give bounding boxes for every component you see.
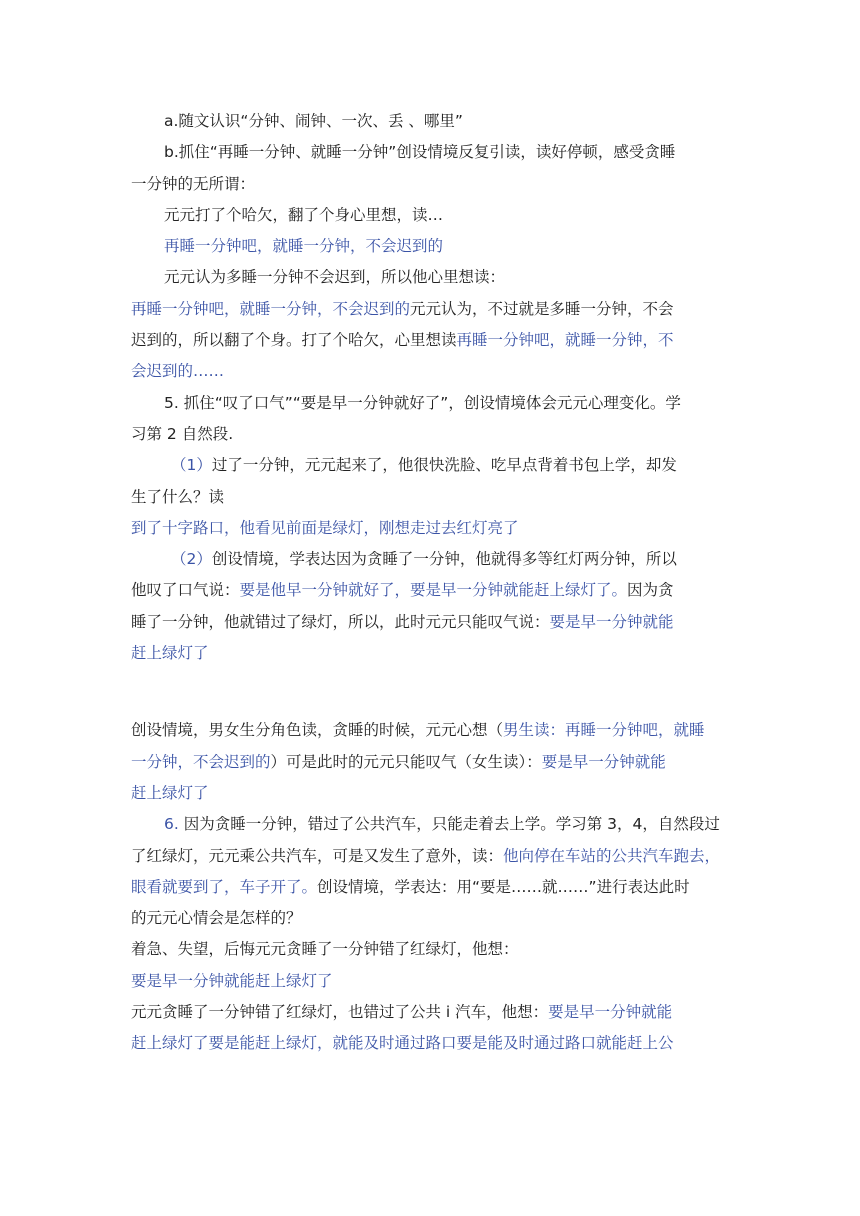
paragraph-line: [131, 325, 731, 356]
text-run-blue: 6.: [164, 815, 179, 834]
paragraph-line: [131, 715, 731, 746]
text-run-blue: 男生读：再睡一分钟吧，就睡: [503, 721, 705, 740]
text-run: ）可是此时的元元只能叹气（女生读）：: [270, 752, 542, 771]
text-run-blue: 眼看就要到了，车子开了。: [131, 877, 318, 896]
text-run-blue: （2）: [171, 550, 212, 569]
paragraph-line: [131, 231, 731, 262]
paragraph-line: [131, 419, 731, 450]
text-run-blue: 再睡一分钟吧，就睡一分钟，不会迟到的: [131, 299, 411, 318]
text-run: a.随文认识“分钟、闹钟、一次、丢 、哪里”: [164, 112, 463, 130]
paragraph-line: [131, 169, 731, 200]
text-run: 创设情境，男女生分角色读，贪睡的时候，元元心想（: [131, 721, 504, 740]
paragraph-line: [131, 997, 731, 1028]
paragraph-line: [131, 778, 731, 809]
paragraph-line: [131, 934, 731, 965]
text-run-blue: 要是早一分钟就能赶上绿灯了: [131, 971, 333, 990]
text-run-blue: 赶上绿灯了: [131, 644, 209, 663]
text-run: 5. 抓住“叹了口气”“要是早一分钟就好了”，创设情境体会元元心理变化。学: [164, 393, 681, 412]
text-run-blue: 再睡一分钟吧，就睡一分钟，不会迟到的: [164, 237, 444, 256]
text-run: 着急、失望，后悔元元贪睡了一分钟错了红绿灯，他想：: [131, 940, 519, 959]
text-run: 习第 2 自然段.: [131, 424, 234, 443]
text-run: 因为贪: [627, 581, 674, 600]
text-run: 元元认为，不过就是多睡一分钟，不会: [410, 299, 674, 318]
text-run-blue: 到了十字路口，他看见前面是绿灯，刚想走过去红灯亮了: [131, 518, 519, 537]
text-run: 创设情境，学表达因为贪睡了一分钟，他就得多等红灯两分钟，所以: [211, 550, 677, 569]
paragraph-line: [131, 638, 731, 669]
text-run-blue: 要是他早一分钟就好了，要是早一分钟就能赶上绿灯了。: [239, 581, 628, 600]
text-run: 因为贪睡一分钟，错过了公共汽车，只能走着去上学。学习第 3，4，自然段过: [178, 815, 720, 834]
paragraph-line: [131, 841, 731, 872]
text-run: 迟到的，所以翻了个身。打了个哈欠，心里想读: [131, 331, 457, 350]
text-run: 创设情境，学表达：用“要是……就……”进行表达此时: [317, 877, 690, 896]
paragraph-line: [131, 575, 731, 606]
text-run-blue: 要是早一分钟就能: [549, 612, 674, 631]
paragraph-gap: [131, 669, 731, 715]
text-run: 元元贪睡了一分钟错了红绿灯，也错过了公共 i 汽车，他想：: [131, 1003, 549, 1022]
text-run: 的元元心情会是怎样的？: [131, 909, 302, 928]
paragraph-line: [131, 1028, 731, 1059]
text-run-blue: 赶上绿灯了: [131, 783, 209, 802]
paragraph-line: [131, 450, 731, 481]
paragraph-line: [131, 607, 731, 638]
text-run-blue: 会迟到的……: [131, 362, 225, 381]
text-run-blue: 再睡一分钟吧，就睡一分钟，不: [456, 331, 674, 350]
paragraph-line: [131, 106, 731, 137]
paragraph-line: [131, 544, 731, 575]
paragraph-line: [131, 137, 731, 168]
paragraph-line: [131, 513, 731, 544]
text-run: 了红绿灯，元元乘公共汽车，可是又发生了意外，读：: [131, 846, 504, 865]
text-run: 元元认为多睡一分钟不会迟到，所以他心里想读：: [164, 268, 506, 287]
paragraph-line: [131, 356, 731, 387]
text-run: 过了一分钟，元元起来了，他很快洗脸、吃早点背着书包上学，却发: [211, 456, 677, 475]
paragraph-line: [131, 294, 731, 325]
text-run: 他叹了口气说：: [131, 581, 240, 600]
paragraph-line: [131, 809, 731, 840]
paragraph-line: [131, 747, 731, 778]
text-run: 元元打了个哈欠，翻了个身心里想，读…: [164, 205, 444, 224]
text-run: 生了什么？读: [131, 487, 225, 506]
paragraph-line: [131, 482, 731, 513]
text-run-blue: 他向停在车站的公共汽车跑去，: [503, 846, 721, 865]
paragraph-line: [131, 872, 731, 903]
paragraph-line: [131, 388, 731, 419]
text-run-blue: （1）: [171, 456, 212, 475]
text-run: 一分钟的无所谓：: [131, 174, 256, 193]
text-run-blue: 要是早一分钟就能: [541, 752, 666, 771]
text-run-blue: 一分钟，不会迟到的: [131, 752, 271, 771]
document-body: [131, 106, 731, 1060]
text-run: 睡了一分钟，他就错过了绿灯，所以，此时元元只能叹气说：: [131, 612, 550, 631]
text-run-blue: 要是早一分钟就能: [548, 1003, 673, 1022]
paragraph-line: [131, 262, 731, 293]
paragraph-line: [131, 200, 731, 231]
paragraph-line: [131, 966, 731, 997]
text-run: b.抓住“再睡一分钟、就睡一分钟”创设情境反复引读，读好停顿，感受贪睡: [164, 143, 676, 162]
paragraph-line: [131, 903, 731, 934]
text-run-blue: 赶上绿灯了要是能赶上绿灯，就能及时通过路口要是能及时通过路口就能赶上公: [131, 1034, 674, 1053]
